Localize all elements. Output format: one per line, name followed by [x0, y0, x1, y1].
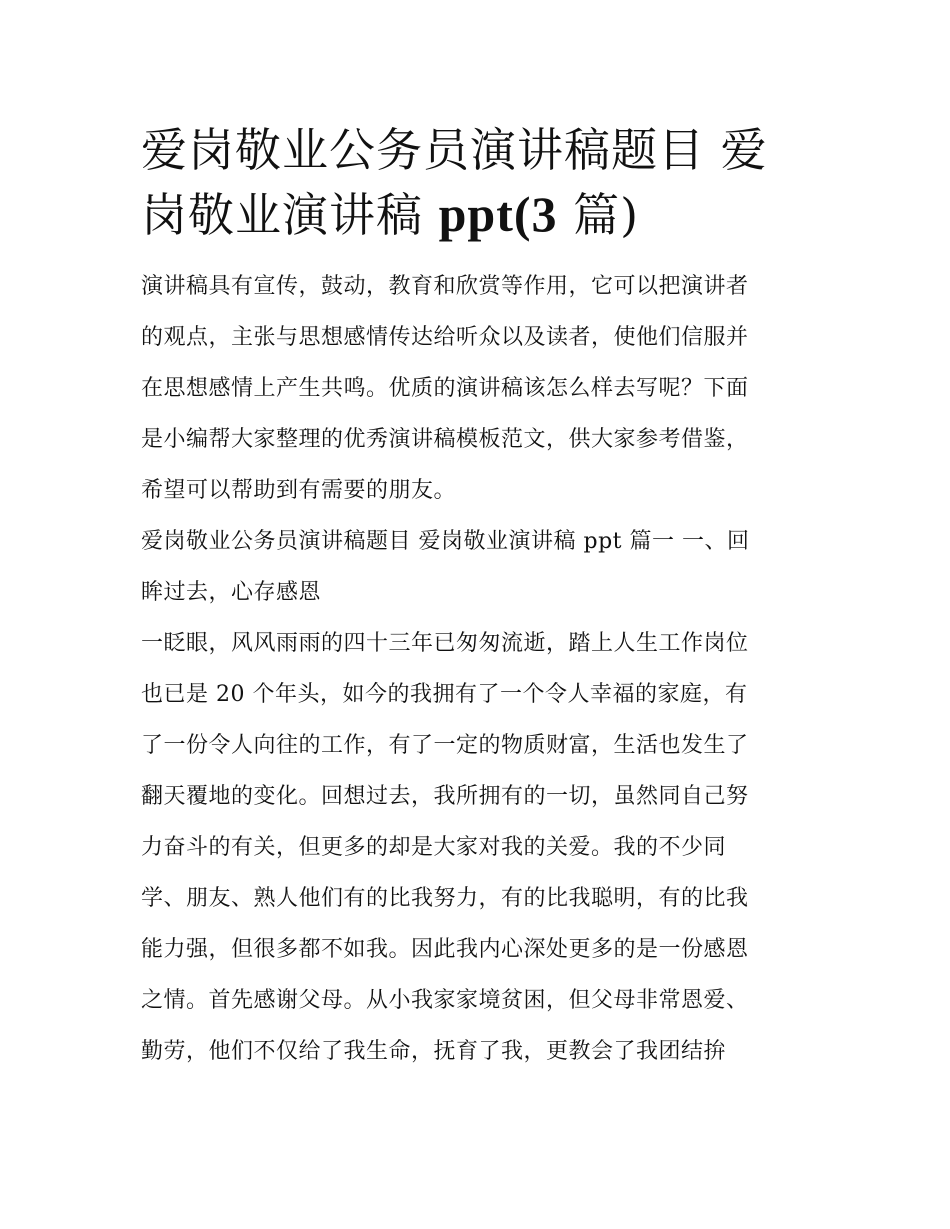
body-line: 之情。首先感谢父母。从小我家家境贫困，但父母非常恩爱、	[141, 988, 749, 1013]
body-line: 了一份令人向往的工作，有了一定的物质财富，生活也发生了	[141, 733, 749, 758]
body-paragraph	[141, 618, 813, 1077]
body-line: 翻天覆地的变化。回想过去，我所拥有的一切，虽然同自己努	[141, 784, 749, 809]
title-line-1: 爱岗敬业公务员演讲稿题目 爱	[141, 123, 768, 177]
document-content	[141, 118, 813, 1077]
body-line: 也已是 20 个年头，如今的我拥有了一个令人幸福的家庭，有	[141, 682, 748, 707]
intro-line: 的观点，主张与思想感情传达给听众以及读者，使他们信服并	[141, 325, 749, 350]
body-line: 勤劳，他们不仅给了我生命，抚育了我，更教会了我团结拚	[141, 1039, 727, 1064]
section-heading-line: 眸过去，心存感恩	[141, 580, 322, 605]
intro-line: 是小编帮大家整理的优秀演讲稿模板范文，供大家参考借鉴，	[141, 427, 749, 452]
body-line: 能力强，但很多都不如我。因此我内心深处更多的是一份感恩	[141, 937, 749, 962]
intro-line: 希望可以帮助到有需要的朋友。	[141, 478, 457, 503]
title-line-2: 岗敬业演讲稿 ppt(3 篇)	[141, 186, 640, 242]
section-heading	[141, 516, 813, 618]
section-heading-line: 爱岗敬业公务员演讲稿题目 爱岗敬业演讲稿 ppt 篇一 一、回	[141, 529, 750, 554]
intro-paragraph	[141, 261, 813, 516]
intro-line: 在思想感情上产生共鸣。优质的演讲稿该怎么样去写呢？下面	[141, 376, 749, 401]
body-line: 力奋斗的有关，但更多的却是大家对我的关爱。我的不少同	[141, 835, 727, 860]
intro-line: 演讲稿具有宣传，鼓动，教育和欣赏等作用，它可以把演讲者	[141, 274, 749, 299]
body-line: 学、朋友、熟人他们有的比我努力，有的比我聪明，有的比我	[141, 886, 749, 911]
title-latin: ppt(3	[438, 186, 558, 242]
document-title	[141, 118, 813, 247]
body-line: 一眨眼，风风雨雨的四十三年已匆匆流逝，踏上人生工作岗位	[141, 631, 749, 656]
